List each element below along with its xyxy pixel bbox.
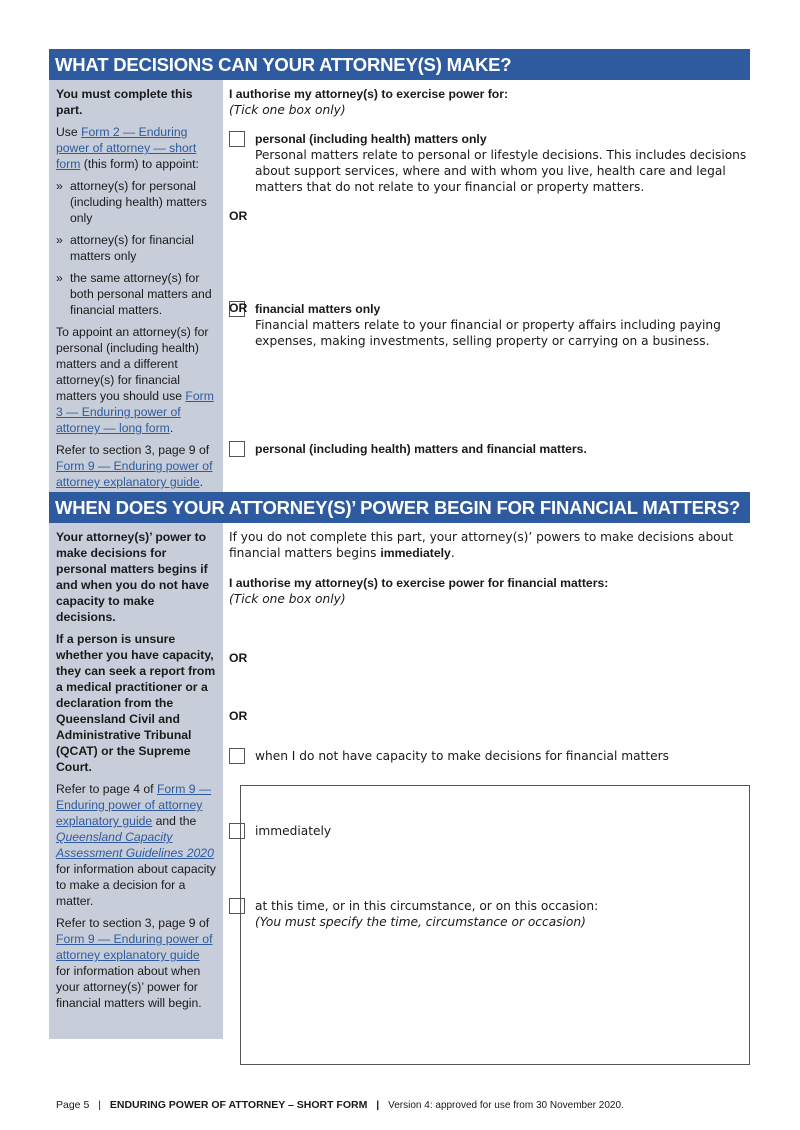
specify-time-textbox[interactable] bbox=[240, 785, 750, 1065]
capacity-unsure-note: If a person is unsure whether you have capacity, they can seek a report from a medical practitioner or a declaration from the Queensland Civil and Administrative Tribunal (QCAT) or the Supreme Court. bbox=[56, 632, 216, 774]
refer-suffix: for information about capacity to make a decision for a matter. bbox=[56, 862, 216, 908]
main-power-begins bbox=[229, 529, 749, 561]
use-suffix: (this form) to appoint: bbox=[80, 157, 199, 171]
option-note: (You must specify the time, circumstance or occasion) bbox=[255, 915, 586, 929]
or-label: OR bbox=[229, 301, 248, 315]
appoint-text: To appoint an attorney(s) for personal (including health) matters and a different attorney(s) for financial matters you should use bbox=[56, 325, 209, 403]
refer-prefix: Refer to section 3, page 9 of bbox=[56, 916, 210, 930]
appoint-suffix: . bbox=[169, 421, 174, 435]
or-label: OR bbox=[229, 651, 248, 665]
refer-prefix: Refer to section 3, page 9 of bbox=[56, 443, 210, 457]
intro-text bbox=[229, 529, 749, 561]
footer-version: Version 4: approved for use from 30 November 2020. bbox=[388, 1100, 624, 1111]
refer-prefix: Refer to page 4 of bbox=[56, 782, 157, 796]
refer-mid: and the bbox=[152, 814, 197, 828]
form9-link[interactable]: Form 9 — Enduring power of attorney explanatory guide bbox=[56, 932, 213, 962]
capacity-guidelines-link[interactable]: Queensland Capacity Assessment Guidelines 2020 bbox=[56, 830, 214, 860]
option-title: personal (including health) matters and financial matters. bbox=[255, 442, 587, 456]
list-item: » attorney(s) for personal (including health) matters only bbox=[56, 178, 216, 226]
use-prefix: Use bbox=[56, 125, 82, 139]
option-title: financial matters only bbox=[255, 302, 381, 316]
option-no-capacity bbox=[229, 748, 775, 764]
main-decisions bbox=[229, 86, 749, 118]
refer-section-note bbox=[56, 915, 216, 1011]
list-item: » the same attorney(s) for both personal matters and financial matters. bbox=[56, 270, 216, 318]
no-capacity-checkbox[interactable] bbox=[229, 748, 245, 764]
option-label: at this time, or in this circumstance, or on this occasion: bbox=[255, 899, 599, 913]
authorise-heading: I authorise my attorney(s) to exercise power for financial matters: bbox=[229, 576, 609, 590]
appoint-options-list bbox=[56, 178, 216, 318]
appoint-different-note bbox=[56, 324, 216, 436]
section-header-decisions: WHAT DECISIONS CAN YOUR ATTORNEY(S) MAKE? bbox=[49, 49, 750, 80]
footer-form-title: ENDURING POWER OF ATTORNEY – SHORT FORM bbox=[109, 1099, 368, 1111]
option-description: Personal matters relate to personal or lifestyle decisions. This includes decisions about support services, where and with whom you live, health care and legal matters that do not relate to your financial or property matters. bbox=[255, 148, 747, 194]
or-label: OR bbox=[229, 709, 248, 723]
option-title: personal (including health) matters only bbox=[255, 132, 487, 146]
tick-one-note: (Tick one box only) bbox=[229, 592, 346, 606]
form2-link[interactable]: Form 2 — Enduring power of attorney — short form bbox=[56, 125, 197, 171]
section-header-power-begins: WHEN DOES YOUR ATTORNEY(S)’ POWER BEGIN FOR FINANCIAL MATTERS? bbox=[49, 492, 750, 523]
form9-link[interactable]: Form 9 — Enduring power of attorney explanatory guide bbox=[56, 459, 213, 489]
form3-link[interactable]: Form 3 — Enduring power of attorney — long form bbox=[56, 389, 214, 435]
sidebar-power-begins bbox=[49, 523, 223, 1039]
refer-suffix: for information about when your attorney(s)’ power for financial matters will begin. bbox=[56, 964, 202, 1010]
refer-capacity-note bbox=[56, 781, 216, 909]
authorise-block bbox=[229, 575, 749, 607]
footer-separator: | bbox=[376, 1099, 380, 1111]
or-label: OR bbox=[229, 209, 248, 223]
intro-suffix: . bbox=[450, 546, 455, 560]
must-complete-note: You must complete this part. bbox=[56, 87, 193, 117]
option-label: when I do not have capacity to make decisions for financial matters bbox=[255, 749, 669, 763]
refer-suffix: . bbox=[199, 475, 204, 489]
personal-only-checkbox[interactable] bbox=[229, 131, 245, 147]
page-number: Page 5 bbox=[56, 1099, 90, 1111]
form9-link[interactable]: Form 9 — Enduring power of attorney explanatory guide bbox=[56, 782, 212, 828]
intro-prefix: If you do not complete this part, your attorney(s)’ powers to make decisions about financial matters begins bbox=[229, 530, 734, 560]
personal-and-financial-checkbox[interactable] bbox=[229, 441, 245, 457]
page-footer bbox=[56, 1099, 624, 1111]
option-personal-and-financial bbox=[229, 441, 775, 457]
option-personal-only bbox=[229, 131, 775, 195]
option-label: immediately bbox=[255, 824, 332, 838]
sidebar-decisions bbox=[49, 80, 223, 492]
authorise-heading: I authorise my attorney(s) to exercise power for: bbox=[229, 87, 509, 101]
use-form-note bbox=[56, 124, 216, 172]
intro-bold: immediately bbox=[380, 546, 451, 560]
personal-matters-note: Your attorney(s)’ power to make decisions for personal matters begins if and when you do not have capacity to make decisions. bbox=[56, 530, 210, 624]
option-description: Financial matters relate to your financial or property affairs including paying expenses, making investments, selling property or carrying on a business. bbox=[255, 318, 721, 348]
footer-separator: | bbox=[98, 1099, 101, 1111]
list-item: » attorney(s) for financial matters only bbox=[56, 232, 216, 264]
refer-note bbox=[56, 442, 216, 490]
tick-one-note: (Tick one box only) bbox=[229, 103, 346, 117]
